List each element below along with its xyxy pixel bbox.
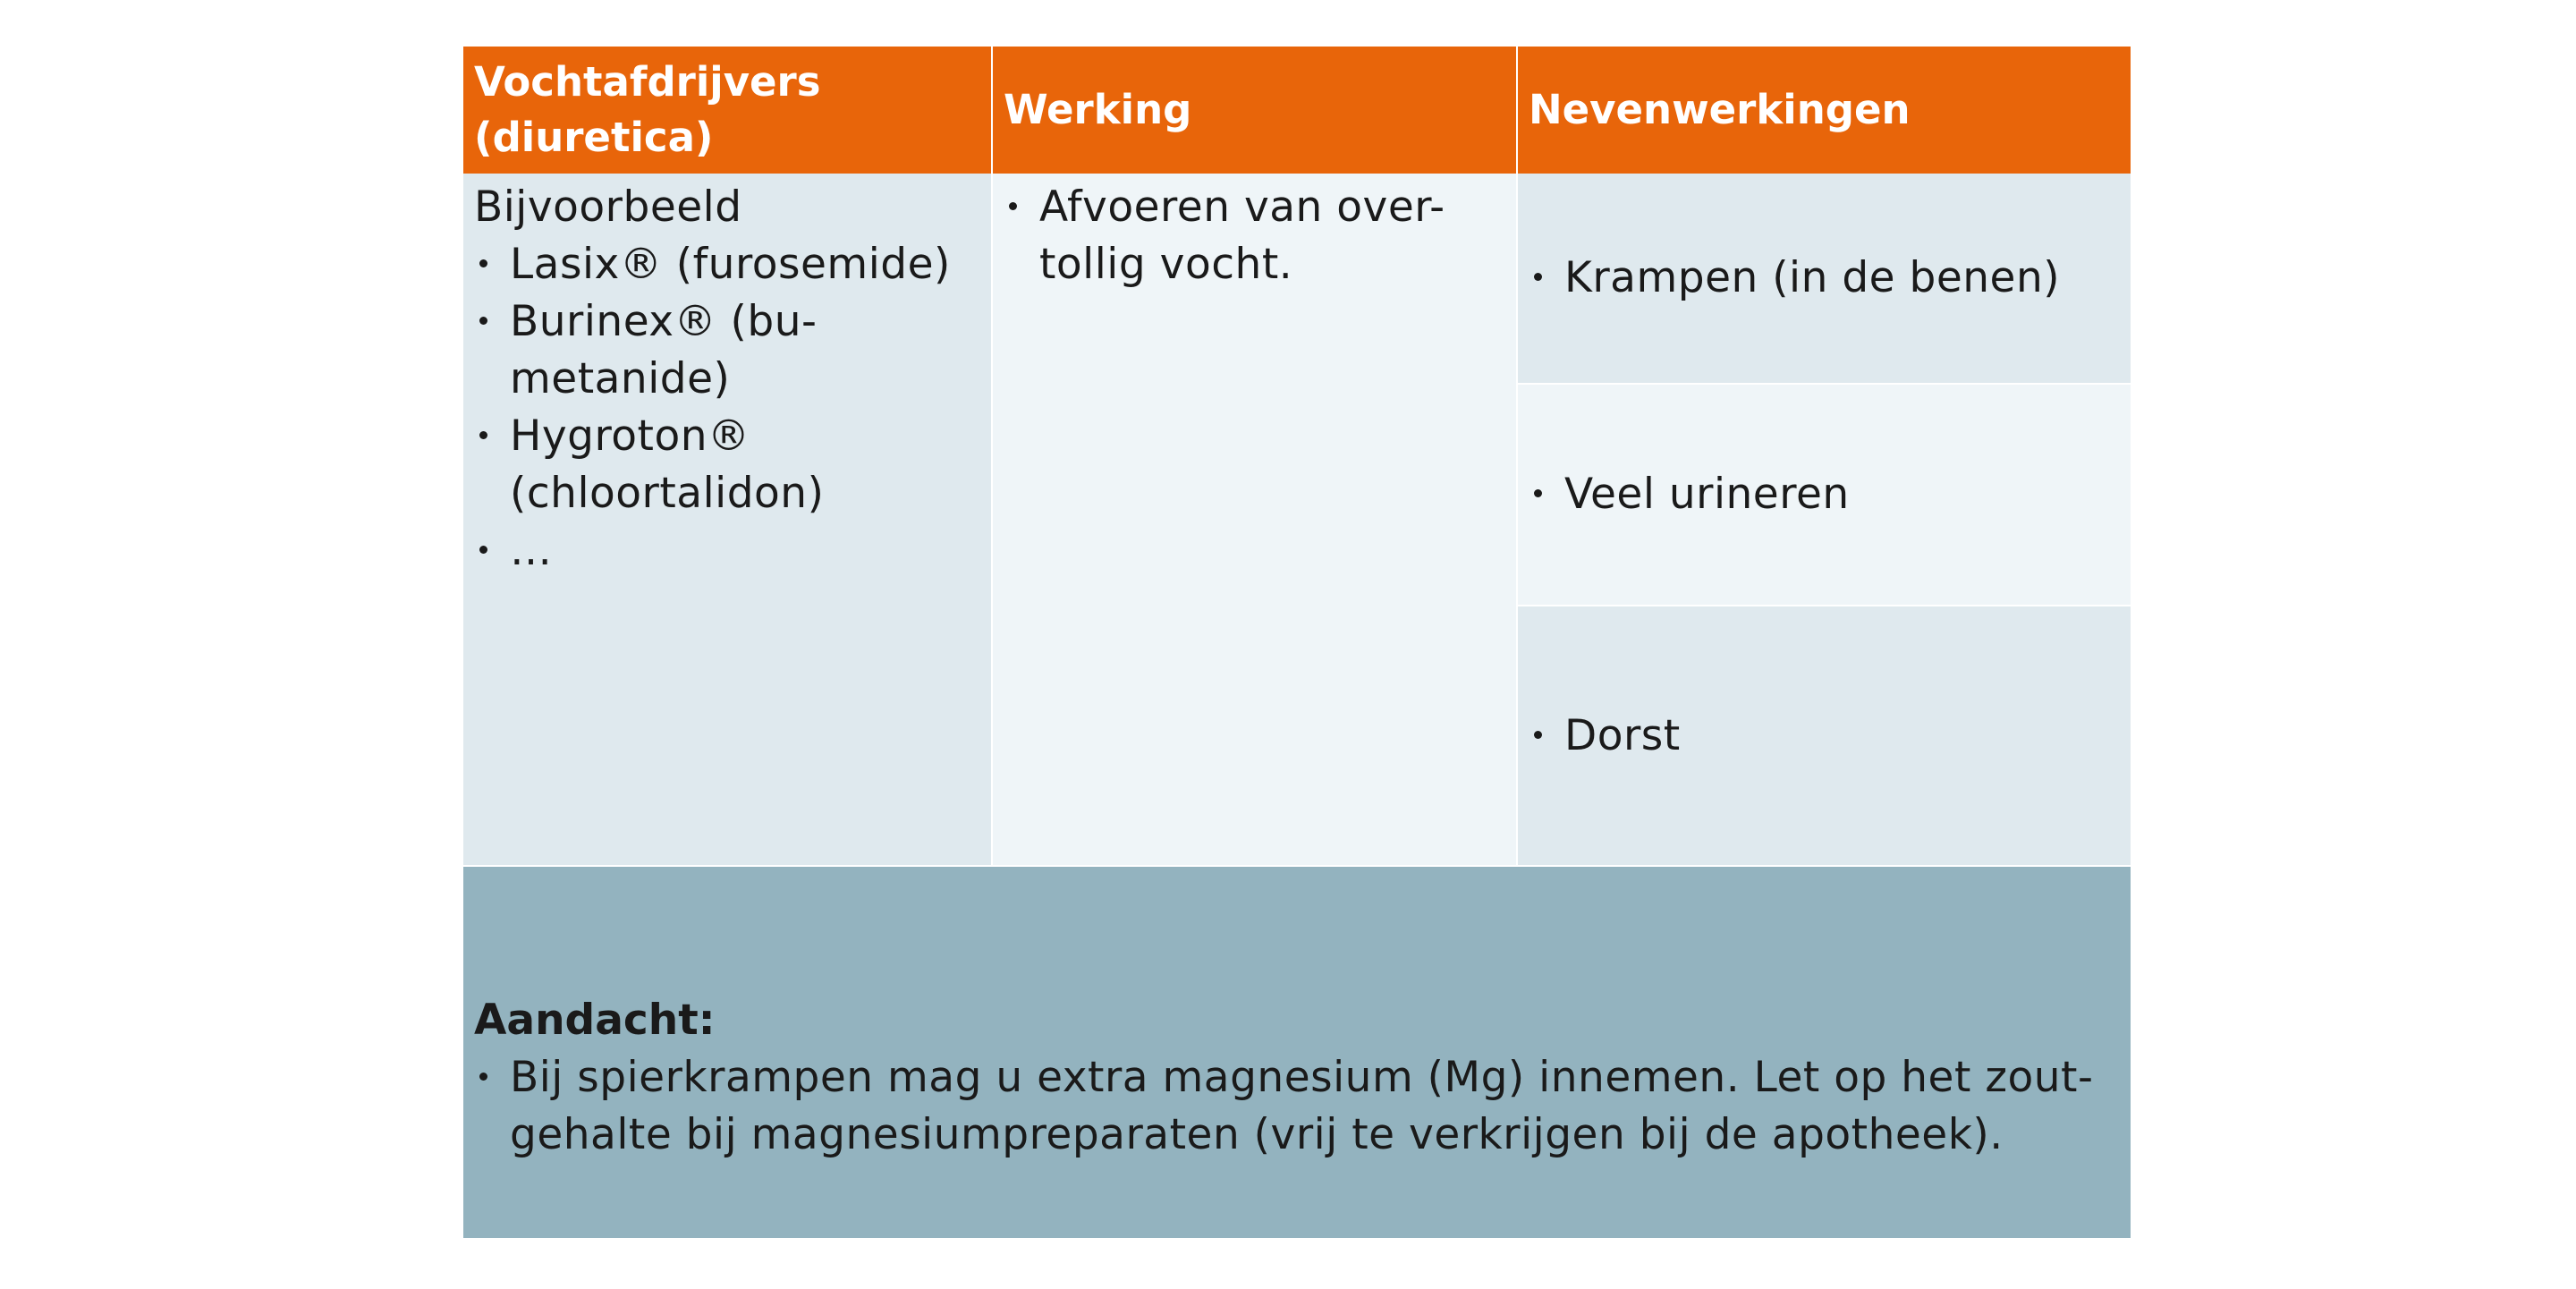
list-item-line: (chloortalidon) xyxy=(510,469,825,518)
nevenwerking-text: Krampen (in de benen) xyxy=(1564,253,2061,302)
bullet-icon xyxy=(474,293,510,408)
header-diuretica-line2: (diuretica) xyxy=(474,114,714,161)
bullet-icon xyxy=(474,408,510,522)
nevenwerking-cell-urineren xyxy=(1518,385,2131,605)
nevenwerking-cell-krampen xyxy=(1518,174,2131,383)
examples-intro: Bijvoorbeeld xyxy=(474,182,742,232)
aandacht-title: Aandacht: xyxy=(474,996,716,1045)
nevenwerking-text: Dorst xyxy=(1564,710,1681,760)
werking-line: Afvoeren van over- xyxy=(1039,182,1445,232)
bullet-icon xyxy=(474,522,510,580)
bullet-icon xyxy=(1529,250,1564,307)
nevenwerking-cell-dorst xyxy=(1518,606,2131,865)
list-item xyxy=(474,236,991,293)
list-item-line: metanide) xyxy=(510,354,731,403)
header-werking xyxy=(993,47,1516,174)
header-diuretica-line1: Vochtafdrijvers xyxy=(474,58,821,106)
list-item xyxy=(474,522,991,580)
aandacht-line: Bij spierkrampen mag u extra magnesium (Mg) innemen. Let op het zout- xyxy=(510,1053,2094,1102)
list-item-line: … xyxy=(510,526,553,575)
bullet-icon xyxy=(1529,708,1564,765)
list-item xyxy=(474,293,991,408)
werking-cell xyxy=(993,174,1516,865)
list-item xyxy=(474,408,991,522)
list-item-line: Lasix® (furosemide) xyxy=(510,240,951,289)
list-item xyxy=(1529,466,1850,523)
examples-cell xyxy=(463,174,991,865)
list-item xyxy=(1529,708,1681,765)
list-item xyxy=(474,1049,2111,1164)
aandacht-note xyxy=(463,867,2131,1238)
bullet-icon xyxy=(1529,466,1564,523)
header-nevenwerkingen-label: Nevenwerkingen xyxy=(1529,86,1911,133)
list-item xyxy=(1529,250,2060,307)
bullet-icon xyxy=(474,1049,510,1164)
werking-line: tollig vocht. xyxy=(1039,240,1293,289)
bullet-icon xyxy=(1004,179,1039,293)
diuretics-table xyxy=(463,47,2131,1238)
bullet-icon xyxy=(474,236,510,293)
nevenwerking-text: Veel urineren xyxy=(1564,470,1850,519)
aandacht-line: gehalte bij magnesiumpreparaten (vrij te verkrijgen bij de apotheek). xyxy=(510,1110,2004,1159)
list-item-line: Hygroton® xyxy=(510,411,750,461)
header-nevenwerkingen xyxy=(1518,47,2131,174)
list-item xyxy=(1004,179,1516,293)
list-item-line: Burinex® (bu- xyxy=(510,297,818,346)
header-werking-label: Werking xyxy=(1004,86,1192,133)
header-diuretica xyxy=(463,47,991,174)
